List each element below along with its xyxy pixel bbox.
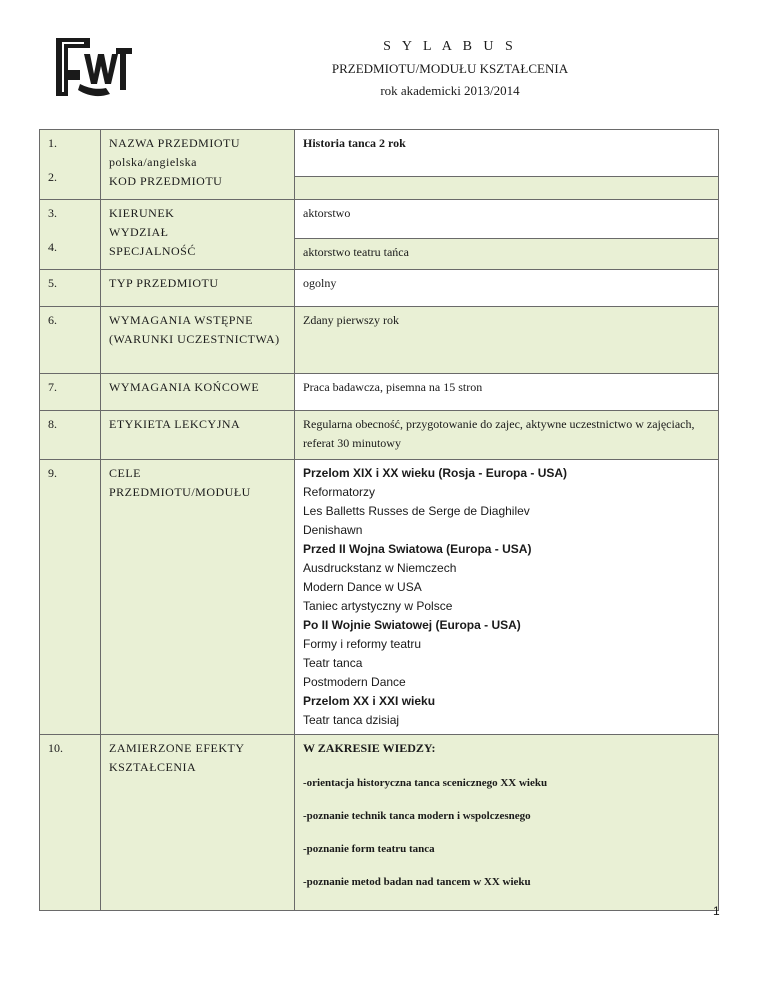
- goal-line: Postmodern Dance: [303, 675, 406, 689]
- goal-line: Formy i reformy teatru: [303, 637, 422, 651]
- label-specialty: SPECJALNOŚĆ: [109, 244, 196, 258]
- value-etiquette: Regularna obecność, przygotowanie do zajec, aktywne uczestnictwo w zajęciach, referat 30 minutowy: [295, 411, 719, 460]
- label-learning-outcomes: ZAMIERZONE EFEKTY KSZTAŁCENIA: [101, 735, 295, 911]
- document-header: [250, 36, 650, 102]
- row-label: [101, 130, 295, 200]
- value-prerequisites: Zdany pierwszy rok: [295, 307, 719, 374]
- goal-line: Przelom XIX i XX wieku (Rosja - Europa - USA): [303, 466, 568, 480]
- outcome-item: -poznanie form teatru tanca: [303, 843, 435, 855]
- row-number: [40, 200, 101, 270]
- goal-line: Po II Wojnie Swiatowej (Europa - USA): [303, 618, 521, 632]
- goal-line: Reformatorzy: [303, 485, 376, 499]
- label-prerequisites: WYMAGANIA WSTĘPNE (WARUNKI UCZESTNICTWA): [101, 307, 295, 374]
- row-number: [40, 130, 101, 200]
- value-course-goals: [295, 460, 719, 735]
- value-specialty: aktorstwo teatru tańca: [303, 245, 409, 259]
- label-course-code: KOD PRZEDMIOTU: [109, 174, 223, 188]
- table-row: [40, 200, 719, 270]
- row-number-2: 2.: [48, 170, 57, 184]
- value-course-code: [295, 177, 718, 199]
- outcome-item: -poznanie metod badan nad tancem w XX wieku: [303, 876, 531, 888]
- label-course-name: NAZWA PRZEDMIOTU: [109, 136, 240, 150]
- outcome-item: -orientacja historyczna tanca scenicznego XX wieku: [303, 777, 548, 789]
- header-subtitle: PRZEDMIOTU/MODUŁU KSZTAŁCENIA: [331, 61, 569, 76]
- table-row: [40, 130, 719, 200]
- label-faculty: WYDZIAŁ: [109, 225, 169, 239]
- goal-line: Modern Dance w USA: [303, 580, 422, 594]
- row-number: 8.: [40, 411, 101, 460]
- goal-line: Teatr tanca dzisiaj: [303, 713, 400, 727]
- goal-line: Teatr tanca: [303, 656, 363, 670]
- goal-line: Ausdruckstanz w Niemczech: [303, 561, 457, 575]
- value-final-requirements: Praca badawcza, pisemna na 15 stron: [295, 374, 719, 411]
- row-value: [295, 200, 719, 270]
- syllabus-table: [39, 129, 719, 911]
- table-row: [40, 270, 719, 307]
- goals-list: [303, 464, 710, 730]
- header-academic-year: rok akademicki 2013/2014: [380, 83, 520, 98]
- pwst-logo: [50, 34, 134, 100]
- goal-line: Przelom XX i XXI wieku: [303, 694, 436, 708]
- row-number: 10.: [40, 735, 101, 911]
- label-course-type: TYP PRZEDMIOTU: [101, 270, 295, 307]
- table-row: [40, 307, 719, 374]
- table-row: [40, 735, 719, 911]
- value-direction: aktorstwo: [295, 200, 718, 239]
- goal-line: Przed II Wojna Swiatowa (Europa - USA): [303, 542, 532, 556]
- value-learning-outcomes: [295, 735, 719, 911]
- label-direction: KIERUNEK: [109, 206, 175, 220]
- row-number: 5.: [40, 270, 101, 307]
- goal-line: Taniec artystyczny w Polsce: [303, 599, 453, 613]
- value-course-type: ogolny: [295, 270, 719, 307]
- row-number: 6.: [40, 307, 101, 374]
- label-course-goals: CELE PRZEDMIOTU/MODUŁU: [101, 460, 295, 735]
- row-number: 7.: [40, 374, 101, 411]
- outcomes-list: [303, 774, 710, 892]
- row-number-1: 1.: [48, 136, 57, 150]
- page-number: 1: [713, 904, 720, 918]
- header-title: S Y L A B U S: [383, 39, 517, 54]
- goal-line: Denishawn: [303, 523, 363, 537]
- row-number: 9.: [40, 460, 101, 735]
- label-final-requirements: WYMAGANIA KOŃCOWE: [101, 374, 295, 411]
- outcomes-heading: W ZAKRESIE WIEDZY:: [303, 741, 436, 755]
- row-value: [295, 130, 719, 200]
- row-number-3: 3.: [48, 206, 57, 220]
- table-row: [40, 460, 719, 735]
- label-course-name-sub: polska/angielska: [109, 155, 197, 169]
- row-number-4: 4.: [48, 240, 57, 254]
- table-row: [40, 411, 719, 460]
- outcome-item: -poznanie technik tanca modern i wspolczesnego: [303, 810, 531, 822]
- goal-line: Les Balletts Russes de Serge de Diaghilev: [303, 504, 530, 518]
- row-label: [101, 200, 295, 270]
- value-course-name: Historia tanca 2 rok: [295, 130, 718, 177]
- label-etiquette: ETYKIETA LEKCYJNA: [101, 411, 295, 460]
- table-row: [40, 374, 719, 411]
